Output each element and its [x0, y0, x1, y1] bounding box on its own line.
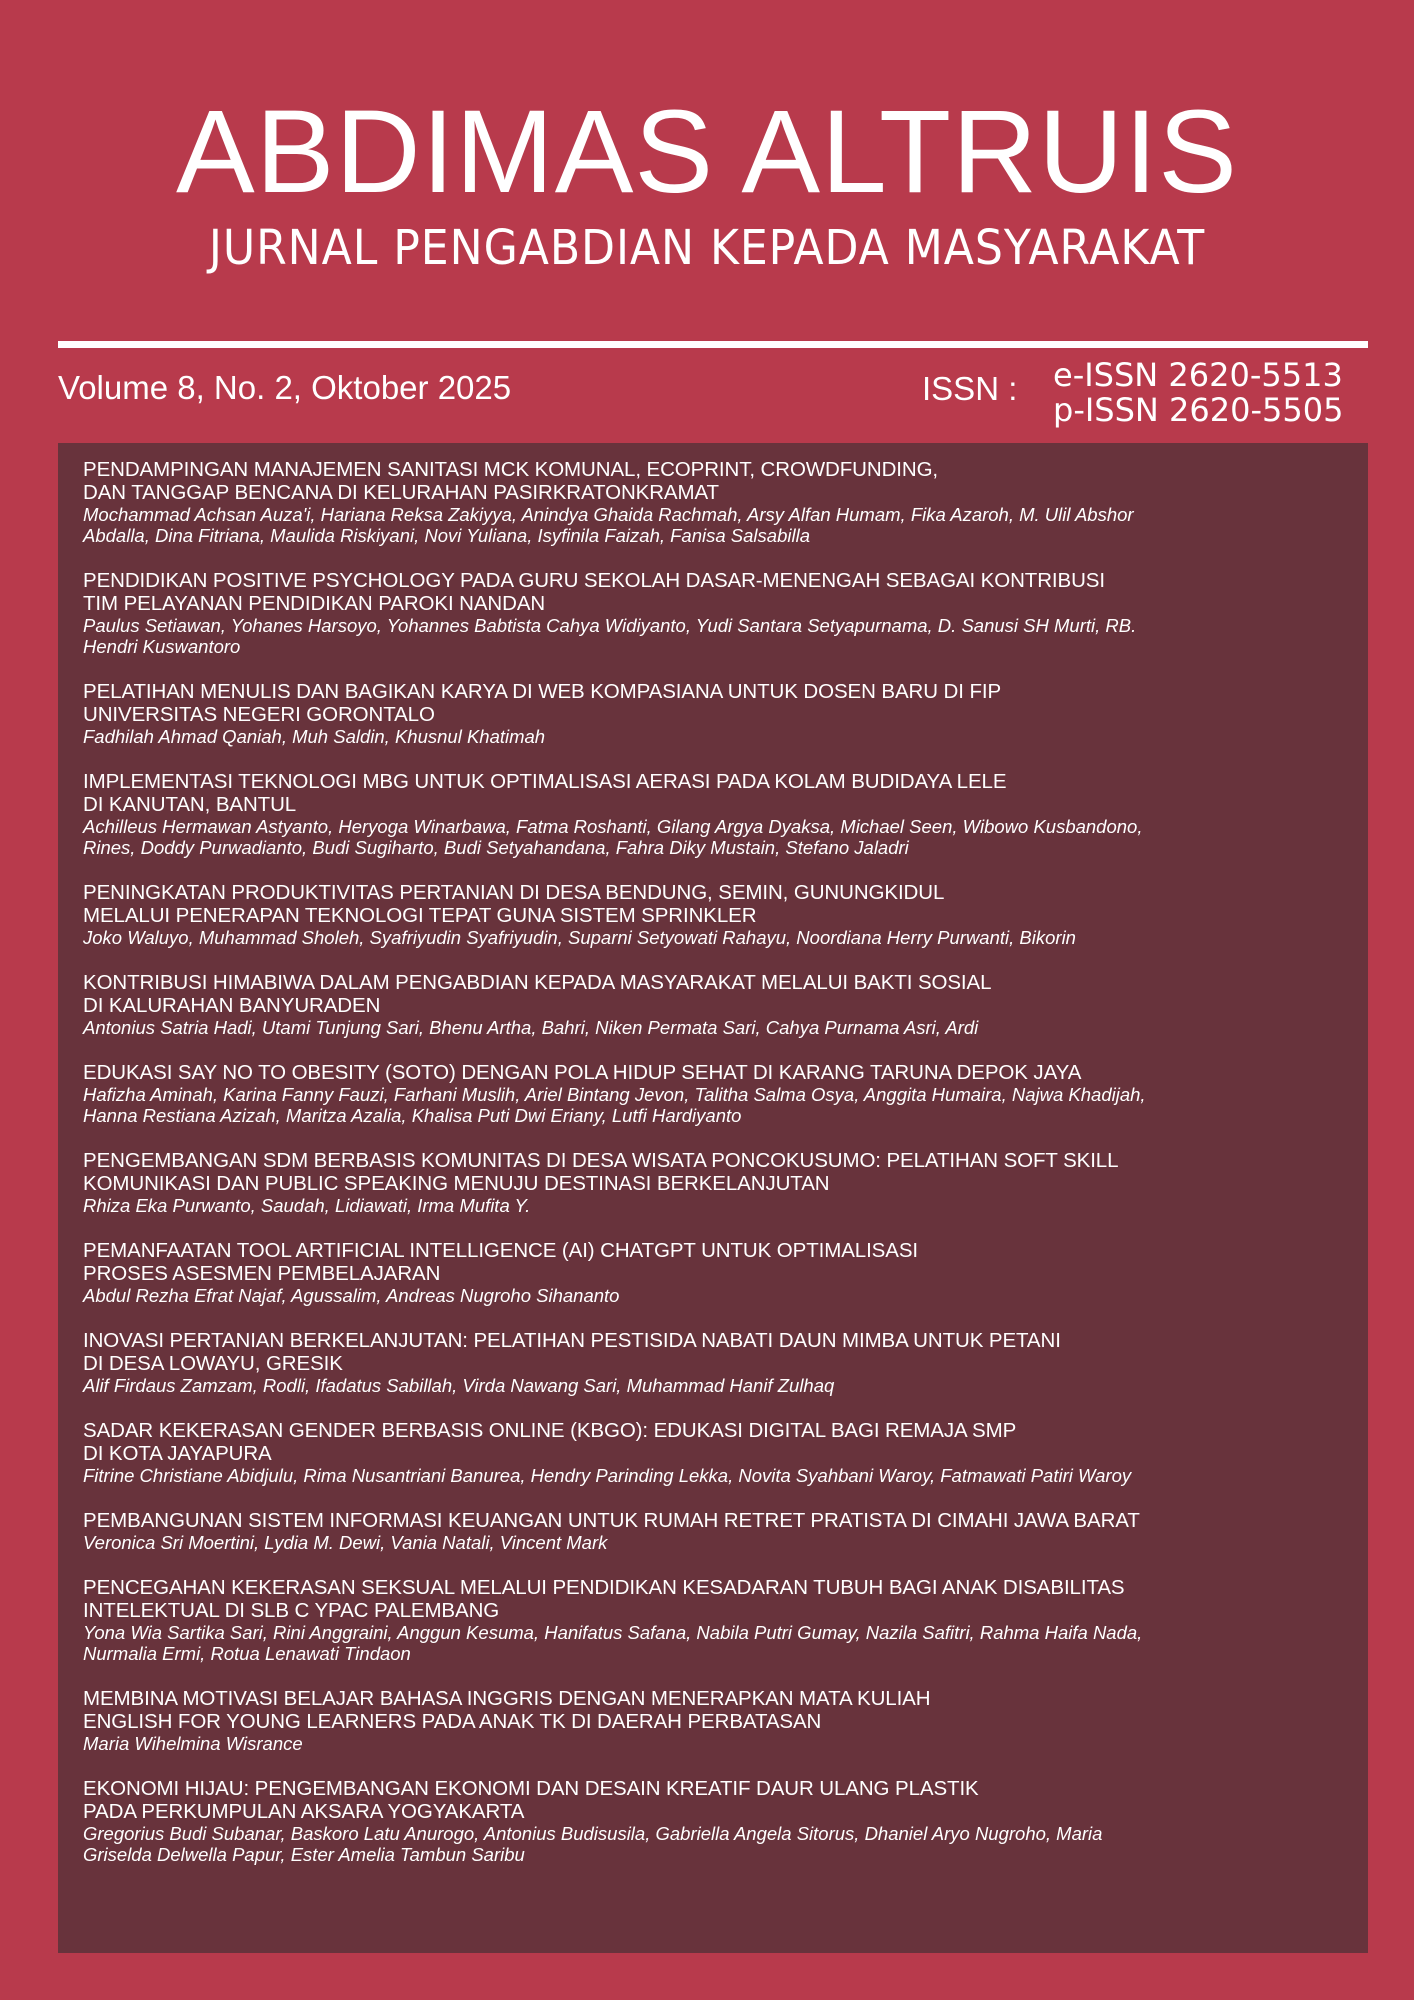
article-authors-line: Rines, Doddy Purwadianto, Budi Sugiharto, Budi Setyahandana, Fahra Diky Mustain, Stefano Jaladri [83, 837, 909, 858]
article-authors [83, 1195, 1353, 1216]
article-authors [83, 1375, 1353, 1396]
article-title-line: MEMBINA MOTIVASI BELAJAR BAHASA INGGRIS DENGAN MENERAPKAN MATA KULIAH [83, 1687, 931, 1710]
article-title-line: KONTRIBUSI HIMABIWA DALAM PENGABDIAN KEPADA MASYARAKAT MELALUI BAKTI SOSIAL [83, 971, 992, 994]
article-title-line: EDUKASI SAY NO TO OBESITY (SOTO) DENGAN POLA HIDUP SEHAT DI KARANG TARUNA DEPOK JAYA [83, 1061, 1082, 1084]
article-authors [83, 1084, 1353, 1126]
article-entry [83, 1061, 1353, 1126]
article-title-line: PENDAMPINGAN MANAJEMEN SANITASI MCK KOMUNAL, ECOPRINT, CROWDFUNDING, [83, 458, 939, 481]
article-title [83, 1239, 1353, 1285]
article-title [83, 458, 1353, 504]
article-title-line: DAN TANGGAP BENCANA DI KELURAHAN PASIRKRATONKRAMAT [83, 481, 719, 504]
article-authors-line: Abdul Rezha Efrat Najaf, Agussalim, Andreas Nugroho Sihananto [83, 1285, 620, 1306]
article-authors-line: Rhiza Eka Purwanto, Saudah, Lidiawati, Irma Mufita Y. [83, 1195, 531, 1216]
journal-title: ABDIMAS ALTRUIS [176, 86, 1238, 218]
article-title-line: EKONOMI HIJAU: PENGEMBANGAN EKONOMI DAN DESAIN KREATIF DAUR ULANG PLASTIK [83, 1777, 979, 1800]
article-entry [83, 1419, 1353, 1486]
volume-info: Volume 8, No. 2, Oktober 2025 [58, 369, 512, 406]
article-title [83, 1149, 1353, 1195]
article-authors [83, 927, 1353, 948]
article-authors [83, 1823, 1353, 1865]
article-title [83, 1576, 1353, 1622]
article-authors-line: Paulus Setiawan, Yohanes Harsoyo, Yohannes Babtista Cahya Widiyanto, Yudi Santara Setyapurnama, D. Sanusi SH Murti, RB. [83, 615, 1137, 636]
article-title [83, 1329, 1353, 1375]
article-title-line: SADAR KEKERASAN GENDER BERBASIS ONLINE (KBGO): EDUKASI DIGITAL BAGI REMAJA SMP [83, 1419, 1017, 1442]
article-authors-line: Hafizha Aminah, Karina Fanny Fauzi, Farhani Muslih, Ariel Bintang Jevon, Talitha Salma Osya, Anggita Humaira, Najwa Khadijah, [83, 1084, 1146, 1105]
article-authors-line: Maria Wihelmina Wisrance [83, 1733, 303, 1754]
article-authors [83, 504, 1353, 546]
article-authors-line: Yona Wia Sartika Sari, Rini Anggraini, Anggun Kesuma, Hanifatus Safana, Nabila Putri Gumay, Nazila Safitri, Rahma Haifa Nada, [83, 1622, 1143, 1643]
article-title [83, 1687, 1353, 1733]
e-issn: e-ISSN 2620-5513 [1053, 356, 1343, 394]
article-authors-line: Achilleus Hermawan Astyanto, Heryoga Winarbawa, Fatma Roshanti, Gilang Argya Dyaksa, Michael Seen, Wibowo Kusbandono, [83, 816, 1143, 837]
article-entry [83, 1777, 1353, 1865]
divider-rule [58, 341, 1368, 348]
article-entry [83, 680, 1353, 747]
article-title [83, 1777, 1353, 1823]
article-title [83, 971, 1353, 1017]
journal-subtitle: JURNAL PENGABDIAN KEPADA MASYARAKAT [208, 220, 1206, 276]
article-authors-line: Alif Firdaus Zamzam, Rodli, Ifadatus Sabillah, Virda Nawang Sari, Muhammad Hanif Zulhaq [83, 1375, 835, 1396]
article-authors [83, 726, 1353, 747]
article-authors [83, 1532, 1353, 1553]
article-title [83, 1509, 1353, 1532]
issn-label: ISSN : [922, 370, 1018, 407]
issn-values [1053, 358, 1343, 428]
article-authors-line: Fadhilah Ahmad Qaniah, Muh Saldin, Khusnul Khatimah [83, 726, 546, 747]
article-title-line: INTELEKTUAL DI SLB C YPAC PALEMBANG [83, 1599, 500, 1622]
article-authors-line: Nurmalia Ermi, Rotua Lenawati Tindaon [83, 1643, 411, 1664]
article-authors-line: Gregorius Budi Subanar, Baskoro Latu Anurogo, Antonius Budisusila, Gabriella Angela Sitorus, Dhaniel Aryo Nugroho, Maria [83, 1823, 1103, 1844]
article-authors [83, 1733, 1353, 1754]
article-title-line: INOVASI PERTANIAN BERKELANJUTAN: PELATIHAN PESTISIDA NABATI DAUN MIMBA UNTUK PETANI [83, 1329, 1061, 1352]
article-entry [83, 971, 1353, 1038]
article-title-line: PENCEGAHAN KEKERASAN SEKSUAL MELALUI PENDIDIKAN KESADARAN TUBUH BAGI ANAK DISABILITAS [83, 1576, 1125, 1599]
article-title-line: PENGEMBANGAN SDM BERBASIS KOMUNITAS DI DESA WISATA PONCOKUSUMO: PELATIHAN SOFT SKILL [83, 1149, 1119, 1172]
article-title-line: DI KALURAHAN BANYURADEN [83, 994, 381, 1017]
article-authors-line: Hanna Restiana Azizah, Maritza Azalia, Khalisa Puti Dwi Eriany, Lutfi Hardiyanto [83, 1105, 742, 1126]
article-title [83, 1061, 1353, 1084]
article-entry [83, 1576, 1353, 1664]
article-entry [83, 569, 1353, 657]
article-authors [83, 816, 1353, 858]
article-authors-line: Mochammad Achsan Auza'i, Hariana Reksa Zakiyya, Anindya Ghaida Rachmah, Arsy Alfan Humam, Fika Azaroh, M. Ulil Abshor [83, 504, 1134, 525]
article-title-line: KOMUNIKASI DAN PUBLIC SPEAKING MENUJU DESTINASI BERKELANJUTAN [83, 1172, 830, 1195]
article-title [83, 680, 1353, 726]
article-title-line: PENINGKATAN PRODUKTIVITAS PERTANIAN DI DESA BENDUNG, SEMIN, GUNUNGKIDUL [83, 881, 945, 904]
article-authors [83, 1017, 1353, 1038]
article-title-line: ENGLISH FOR YOUNG LEARNERS PADA ANAK TK DI DAERAH PERBATASAN [83, 1710, 822, 1733]
article-title-line: DI DESA LOWAYU, GRESIK [83, 1352, 343, 1375]
article-title-line: PEMANFAATAN TOOL ARTIFICIAL INTELLIGENCE (AI) CHATGPT UNTUK OPTIMALISASI [83, 1239, 918, 1262]
article-authors-line: Joko Waluyo, Muhammad Sholeh, Syafriyudin Syafriyudin, Suparni Setyowati Rahayu, Noordiana Herry Purwanti, Bikorin [83, 927, 1076, 948]
article-entry [83, 1509, 1353, 1553]
article-title-line: DI KOTA JAYAPURA [83, 1442, 272, 1465]
article-title [83, 569, 1353, 615]
article-title-line: PELATIHAN MENULIS DAN BAGIKAN KARYA DI WEB KOMPASIANA UNTUK DOSEN BARU DI FIP [83, 680, 1002, 703]
article-entry [83, 770, 1353, 858]
article-entry [83, 1149, 1353, 1216]
article-entry [83, 1329, 1353, 1396]
article-entry [83, 881, 1353, 948]
article-authors-line: Griselda Delwella Papur, Ester Amelia Tambun Saribu [83, 1844, 525, 1865]
article-authors-line: Veronica Sri Moertini, Lydia M. Dewi, Vania Natali, Vincent Mark [83, 1532, 608, 1553]
article-authors-line: Antonius Satria Hadi, Utami Tunjung Sari, Bhenu Artha, Bahri, Niken Permata Sari, Cahya Purnama Asri, Ardi [83, 1017, 979, 1038]
article-title-line: MELALUI PENERAPAN TEKNOLOGI TEPAT GUNA SISTEM SPRINKLER [83, 904, 757, 927]
article-authors [83, 1465, 1353, 1486]
article-title-line: PROSES ASESMEN PEMBELAJARAN [83, 1262, 441, 1285]
article-title-line: PENDIDIKAN POSITIVE PSYCHOLOGY PADA GURU SEKOLAH DASAR-MENENGAH SEBAGAI KONTRIBUSI [83, 569, 1105, 592]
article-entry [83, 458, 1353, 546]
article-authors [83, 1622, 1353, 1664]
article-title-line: IMPLEMENTASI TEKNOLOGI MBG UNTUK OPTIMALISASI AERASI PADA KOLAM BUDIDAYA LELE [83, 770, 1007, 793]
article-title-line: UNIVERSITAS NEGERI GORONTALO [83, 703, 435, 726]
article-title-line: TIM PELAYANAN PENDIDIKAN PAROKI NANDAN [83, 592, 546, 615]
article-authors [83, 615, 1353, 657]
article-title-line: PEMBANGUNAN SISTEM INFORMASI KEUANGAN UNTUK RUMAH RETRET PRATISTA DI CIMAHI JAWA BARAT [83, 1509, 1140, 1532]
article-authors-line: Hendri Kuswantoro [83, 636, 241, 657]
article-title [83, 770, 1353, 816]
article-title-line: DI KANUTAN, BANTUL [83, 793, 297, 816]
article-authors-line: Fitrine Christiane Abidjulu, Rima Nusantriani Banurea, Hendry Parinding Lekka, Novita Syahbani Waroy, Fatmawati Patiri Waroy [83, 1465, 1132, 1486]
article-title-line: PADA PERKUMPULAN AKSARA YOGYAKARTA [83, 1800, 525, 1823]
article-authors [83, 1285, 1353, 1306]
p-issn: p-ISSN 2620-5505 [1053, 391, 1344, 429]
article-title [83, 1419, 1353, 1465]
article-entry [83, 1239, 1353, 1306]
article-entry [83, 1687, 1353, 1754]
article-title [83, 881, 1353, 927]
article-list [83, 458, 1353, 1888]
article-authors-line: Abdalla, Dina Fitriana, Maulida Riskiyani, Novi Yuliana, Isyfinila Faizah, Fanisa Salsabilla [83, 525, 810, 546]
